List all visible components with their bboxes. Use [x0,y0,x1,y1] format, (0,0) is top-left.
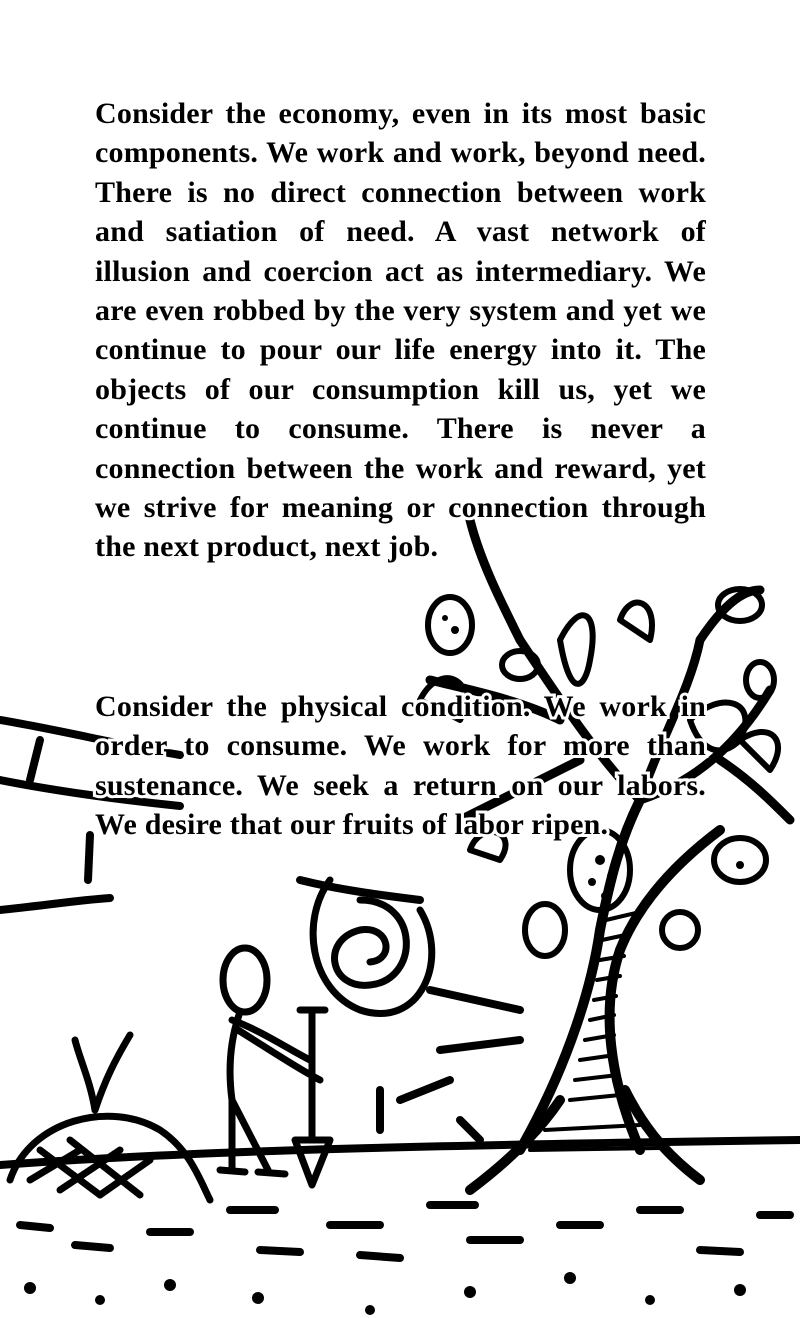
paragraph-economy-text: Consider the economy, even in its most basic components. We work and work, beyond need. There is no direct connection between work and satiation of need. A vast network of illusion and coercion act as intermediary. We are even robbed by the very system and yet we continue to pour our life energy into it. The objects of our consumption kill us, yet we continue to consume. There is never a connection between the work and reward, yet we strive for meaning or connection through the next product, next job. [95,97,706,564]
paragraph-physical-condition [95,687,706,845]
tree-trunk [470,800,720,1190]
paragraph-economy [95,94,706,567]
paragraph-physical-condition-text: Consider the physical condition. We work in order to consume. We work for more than sustenance. We seek a return on our labors. We desire that our fruits of labor ripen. [95,690,706,842]
shovel [295,1010,330,1185]
dirt-mound [10,1035,210,1200]
ground-dots [24,1272,746,1315]
